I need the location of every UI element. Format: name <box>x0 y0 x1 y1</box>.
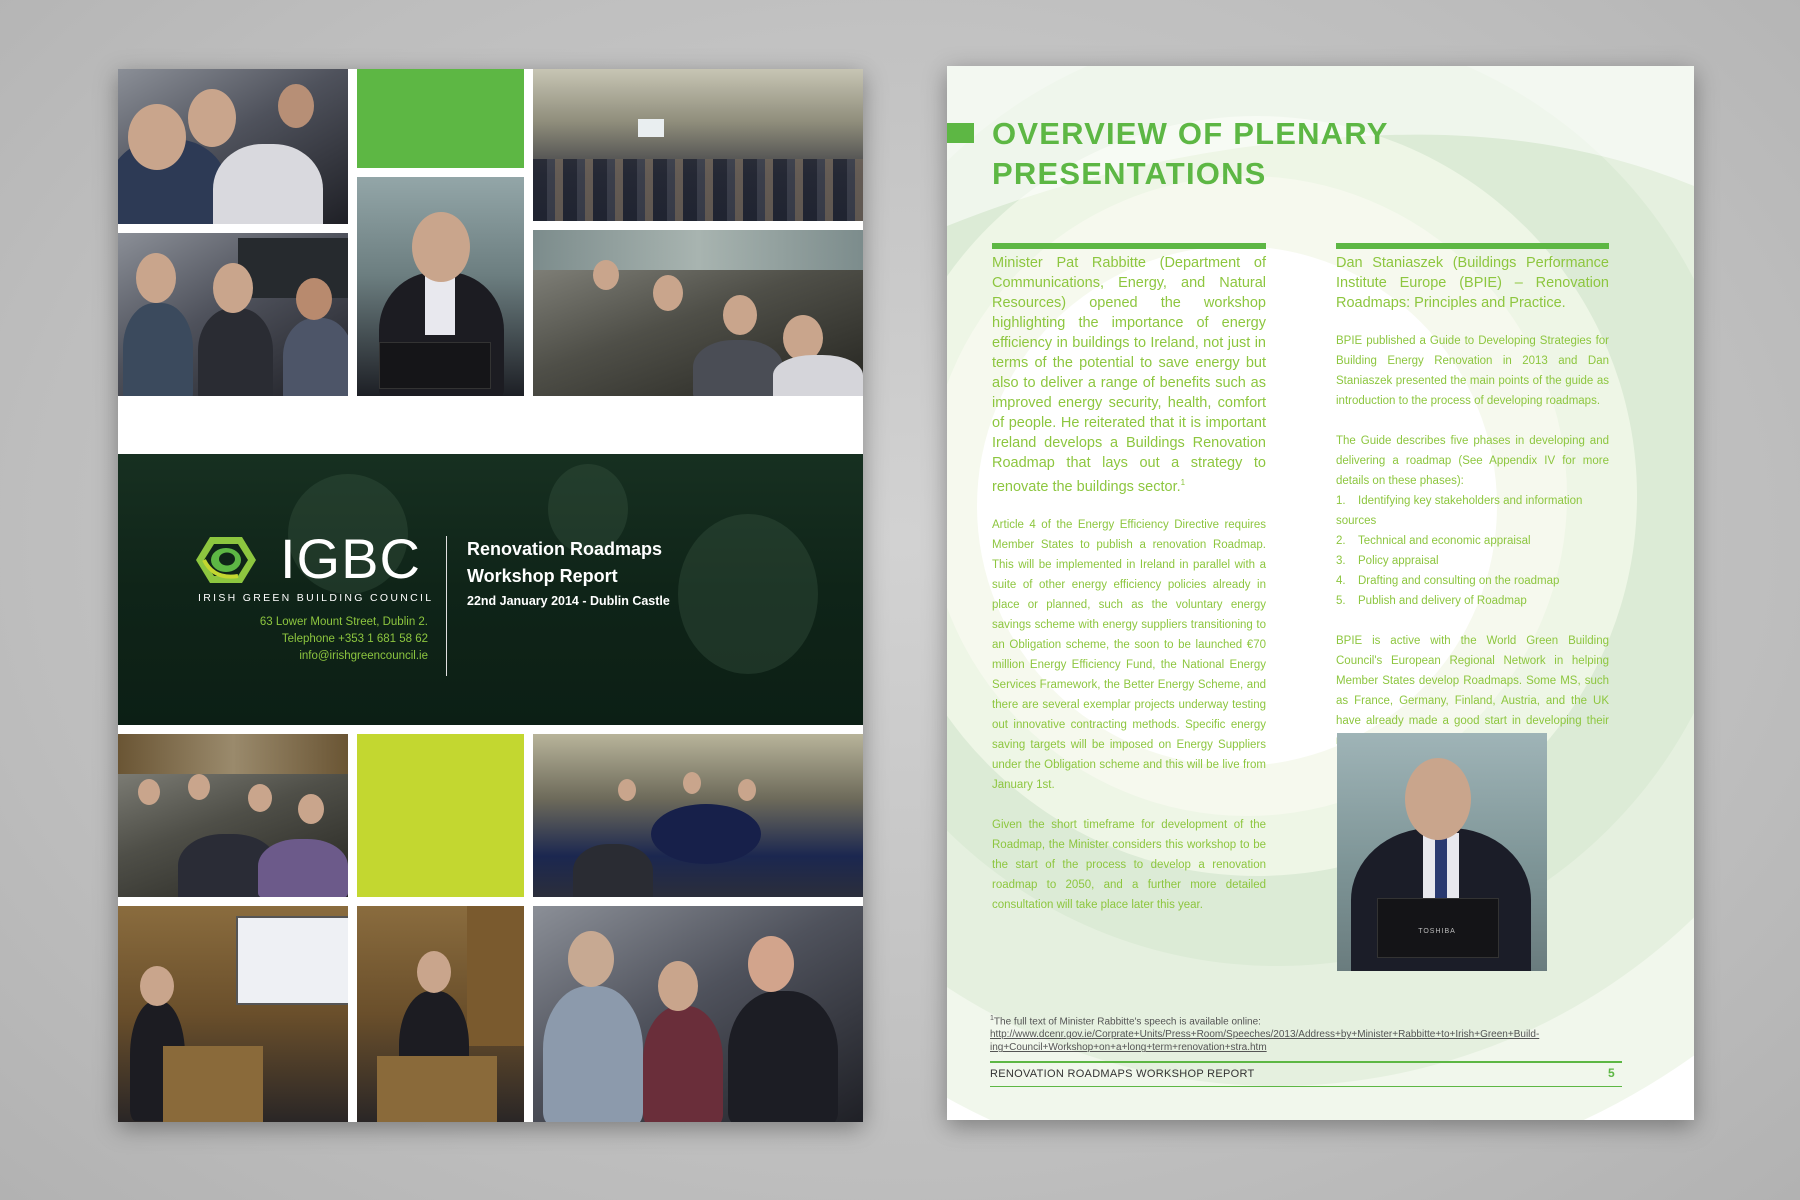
page-heading-line2: PRESENTATIONS <box>992 156 1267 191</box>
list-item: 3. Policy appraisal <box>1336 555 1439 567</box>
photo-round-table <box>533 734 863 897</box>
green-color-block <box>357 69 524 168</box>
footer-report-title: RENOVATION ROADMAPS WORKSHOP REPORT <box>990 1068 1255 1080</box>
list-item: 2. Technical and economic appraisal <box>1336 535 1531 547</box>
roadmap-phases-list <box>1336 491 1609 611</box>
photo-attendees-closeup <box>118 69 348 224</box>
cover-title-band <box>118 454 863 725</box>
igbc-logo-subtitle: IRISH GREEN BUILDING COUNCIL <box>198 592 434 604</box>
footnote <box>990 1012 1622 1054</box>
cover-email[interactable]: info@irishgreencouncil.ie <box>299 650 428 662</box>
right-column-rule <box>1336 243 1609 249</box>
cover-divider <box>446 536 447 676</box>
list-item: 4. Drafting and consulting on the roadmap <box>1336 575 1560 587</box>
photo-speaker-podium <box>357 906 524 1122</box>
page-number: 5 <box>1608 1066 1615 1080</box>
guide-phases-intro: The Guide describes five phases in developing and delivering a roadmap (See Appendix IV for more details on these phases): <box>1336 435 1609 487</box>
report-page-5 <box>947 66 1694 1120</box>
photo-discussion-group <box>533 906 863 1122</box>
list-item: 5. Publish and delivery of Roadmap <box>1336 595 1527 607</box>
igbc-logo-text: IGBC <box>280 527 421 590</box>
footer-rule-bottom <box>990 1086 1622 1087</box>
right-column <box>1336 253 1609 771</box>
cover-date: 22nd January 2014 - Dublin Castle <box>467 594 670 608</box>
heading-marker <box>947 123 974 143</box>
page-heading-line1: OVERVIEW OF PLENARY <box>992 116 1389 151</box>
photo-seated-audience <box>533 230 863 396</box>
speech-link[interactable]: http://www.dcenr.gov.ie/Corprate+Units/Press+Room/Speeches/2013/Address+by+Minister+Rabbitte+to+Irish+Green+Build- <box>990 1029 1540 1041</box>
photo-audience-rows <box>118 734 348 897</box>
left-column <box>992 253 1266 935</box>
photo-networking-group <box>118 233 348 396</box>
roadmap-timeframe-paragraph: Given the short timeframe for development of the Roadmap, the Minister considers this workshop to be the start of the process to develop a renovation roadmap to 2050, and a further more detailed consultation will take place later this year. <box>992 818 1266 911</box>
list-item: 1. Identifying key stakeholders and information sources <box>1336 495 1583 527</box>
cover-title <box>467 536 662 590</box>
speech-link-continued[interactable]: ing+Council+Workshop+on+a+long+term+renovation+stra.htm <box>990 1042 1267 1054</box>
igbc-logo-icon <box>194 535 258 585</box>
bpie-guide-paragraph: BPIE published a Guide to Developing Strategies for Building Energy Renovation in 2013 and Dan Staniaszek presented the main points of the guide as introduction to the process of developing roadmaps. <box>1336 335 1609 407</box>
cover-address: 63 Lower Mount Street, Dublin 2. <box>259 616 428 628</box>
report-cover <box>118 69 863 1122</box>
footnote-text: The full text of Minister Rabbitte's speech is available online: <box>993 1016 1261 1028</box>
cover-title-line1: Renovation Roadmaps <box>467 539 663 559</box>
energy-efficiency-directive-paragraph: Article 4 of the Energy Efficiency Directive requires Member States to publish a renovation Roadmap. This will be implemented in Ireland in parallel with a suite of other energy efficiency policies already in place or planned, such as the voluntary energy savings scheme with energy suppliers transitioning to an Obligation scheme, the soon to be launched €70 million Energy Efficiency Fund, the National Energy Services Framework, the Better Energy Scheme, and there are several exemplar projects underway testing out innovative contracting methods. Specific energy saving targets will be imposed on Energy Suppliers under the Obligation scheme and this will be live from January 1st. <box>992 518 1266 791</box>
laptop-label: TOSHIBA <box>1418 928 1456 935</box>
photo-presenter-screen <box>118 906 348 1122</box>
cover-title-line2: Workshop Report <box>467 566 618 586</box>
left-column-rule <box>992 243 1266 249</box>
photo-minister-rabbitte <box>1337 733 1547 971</box>
footnote-mark: 1 <box>990 1015 994 1022</box>
footer-rule <box>990 1061 1622 1063</box>
cover-phone: Telephone +353 1 681 58 62 <box>281 633 428 645</box>
lime-color-block <box>357 734 524 897</box>
dan-staniaszek-intro: Dan Staniaszek (Buildings Performance Institute Europe (BPIE) – Renovation Roadmaps: Principles and Practice. <box>1336 255 1609 311</box>
footnote-reference[interactable]: 1 <box>1180 478 1186 487</box>
minister-rabbitte-intro: Minister Pat Rabbitte (Department of Communications, Energy, and Natural Resources) opened the workshop highlighting the importance of energy efficiency in buildings to Ireland, not just in terms of the potential to save energy but also to deliver a range of benefits such as improved energy security, health, comfort of people. He reiterated that it is important Ireland develops a Buildings Renovation Roadmap that lays out a strategy to renovate the buildings sector.$^1$ <box>992 255 1266 495</box>
photo-conference-room <box>533 69 863 221</box>
bpie-network-paragraph: BPIE is active with the World Green Building Council's European Regional Network in helping Member States develop Roadmaps. Some MS, such as France, Germany, Finland, Austria, and the UK have already made a good start in developing their <box>1336 635 1609 727</box>
photo-minister-speaking <box>357 177 524 396</box>
page-heading <box>992 114 1552 194</box>
